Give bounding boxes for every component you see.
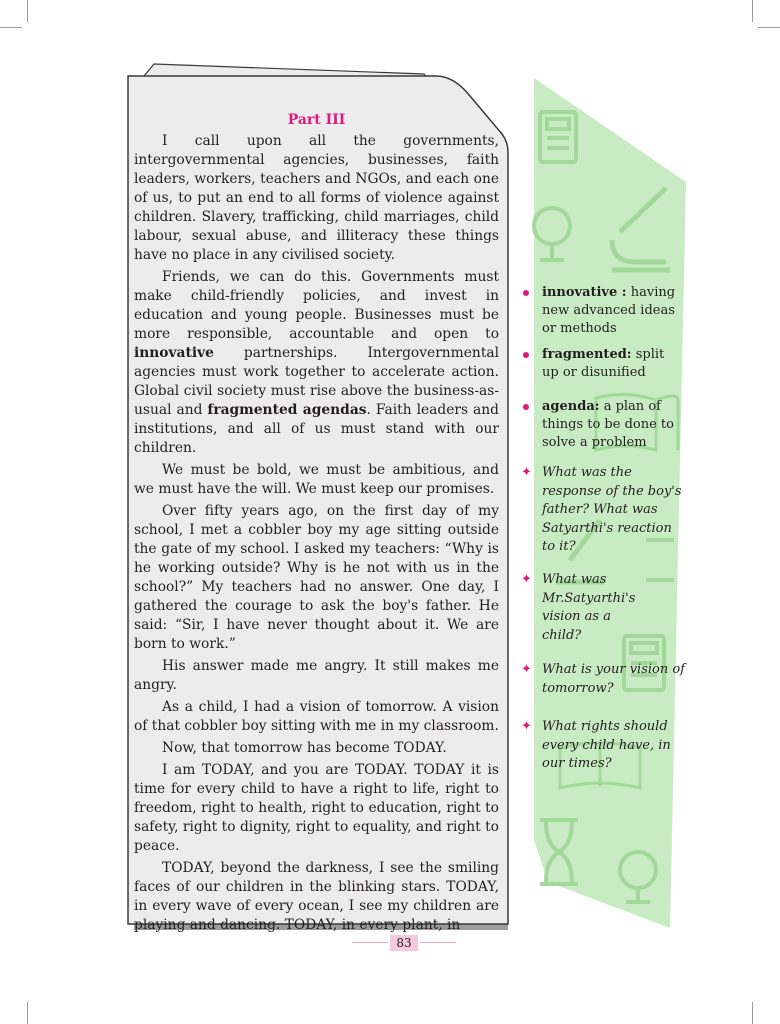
article-body (134, 110, 499, 938)
page-number: 83 (390, 935, 418, 951)
glossary-item (523, 398, 683, 452)
glossary-item (523, 346, 683, 382)
margin-question (523, 571, 653, 645)
glossary-definition: a plan of things to be done to solve a problem (542, 399, 674, 450)
bullet-icon (523, 290, 529, 296)
star-icon: ✦ (521, 719, 532, 734)
page-number-rule (352, 942, 388, 943)
question-text: What was Mr.Satyarthi's vision as a child? (542, 572, 636, 643)
glossary-term: agenda: (542, 399, 600, 414)
bullet-icon (523, 352, 529, 358)
paragraph: Now, that tomorrow has become TODAY. (162, 740, 447, 756)
paragraph: We must be bold, we must be ambitious, and we must have the will. We must keep our promises. (134, 462, 499, 497)
star-icon: ✦ (521, 572, 532, 587)
paragraph: I call upon all the governments, intergovernmental agencies, businesses, faith leaders, workers, teachers and NGOs, and each one of us, to put an end to all forms of violence against children. Slavery, trafficking, child marriages, child labour, sexual abuse, and illiteracy these things have no place in any civilised society. (134, 133, 499, 263)
margin-question (523, 464, 685, 557)
glossary-definition: split up or disunified (542, 347, 665, 380)
glossary-definition: having new advanced ideas or methods (542, 285, 676, 336)
page-number-rule (420, 942, 456, 943)
margin-question (523, 661, 685, 698)
glossary-term: innovative : (542, 285, 627, 300)
glossary-term: fragmented: (542, 347, 632, 362)
highlighted-word: innovative (134, 345, 214, 361)
question-text: What rights should every child have, in our times? (542, 719, 671, 771)
bullet-icon (523, 404, 529, 410)
star-icon: ✦ (521, 465, 532, 480)
paragraph: His answer made me angry. It still makes me angry. (134, 658, 499, 693)
paragraph: TODAY, beyond the darkness, I see the smiling faces of our children in the blinking stars. TODAY, in every wave of every ocean, I see my children are playing and dancing. TODAY, in every plant, in (134, 860, 499, 933)
question-text: What was the response of the boy's father? What was Satyarthi's reaction to it? (542, 465, 682, 554)
highlighted-word: fragmented agendas (207, 402, 367, 418)
paragraph: I am TODAY, and you are TODAY. TODAY it is time for every child to have a right to life, right to freedom, right to health, right to education, right to safety, right to dignity, right to equality, and right to peace. (134, 762, 499, 854)
glossary-item (523, 284, 683, 338)
part-title: Part III (287, 112, 346, 128)
paragraph: Over fifty years ago, on the first day of my school, I met a cobbler boy my age sitting outside the gate of my school. I asked my teachers: “Why is he working outside? Why is he not with us in the school?” My teachers had no answer. One day, I gathered the courage to ask the boy's father. He said: “Sir, I have never thought about it. We are born to work.” (134, 503, 499, 652)
star-icon: ✦ (521, 662, 532, 677)
paragraph: As a child, I had a vision of tomorrow. A vision of that cobbler boy sitting with me in my classroom. (134, 699, 499, 734)
question-text: What is your vision of tomorrow? (542, 662, 685, 696)
paragraph: Friends, we can do this. Governments must make child-friendly policies, and invest in education and young people. Businesses must be more responsible, accountable and open to innovative partnerships. Intergovernmental agencies must work together to accelerate action. Global civil society must rise above the business-as-usual and fragmented agendas. Faith leaders and institutions, and all of us must stand with our children. (134, 269, 499, 456)
margin-question (523, 718, 673, 774)
